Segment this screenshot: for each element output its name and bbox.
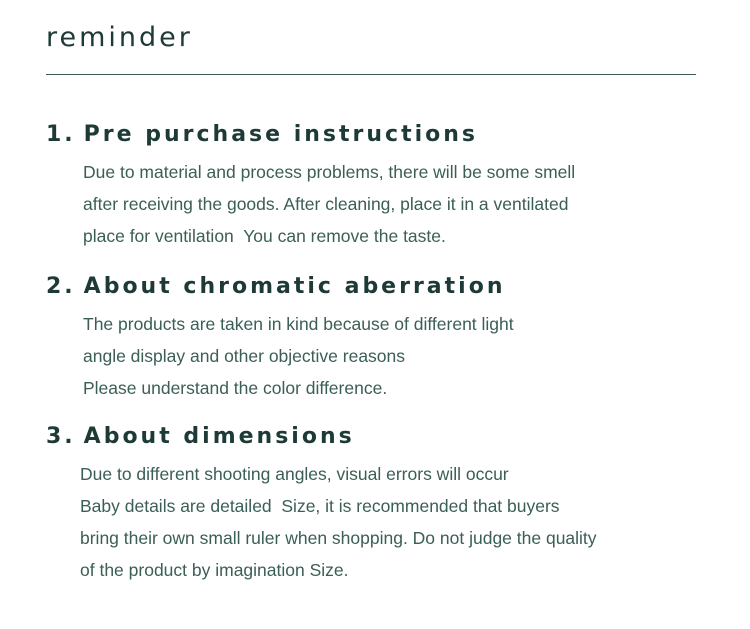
section-title: About chromatic aberration [83, 274, 506, 299]
body-line: of the product by imagination Size. [80, 560, 349, 580]
section-chromatic-aberration [46, 272, 736, 404]
section-pre-purchase [46, 120, 736, 252]
body-line: The products are taken in kind because of different light [83, 314, 514, 334]
body-line: Due to material and process problems, there will be some smell [83, 162, 576, 182]
section-number: 3. [46, 424, 76, 449]
body-line: angle display and other objective reasons [83, 346, 406, 366]
body-line: bring their own small ruler when shopping. Do not judge the quality [80, 528, 597, 548]
section-body [46, 458, 736, 586]
body-line: place for ventilation You can remove the taste. [83, 226, 446, 246]
section-heading [46, 422, 736, 452]
section-number: 2. [46, 274, 76, 299]
title-divider [46, 74, 696, 75]
body-line: Baby details are detailed Size, it is recommended that buyers [80, 496, 560, 516]
section-heading [46, 120, 736, 150]
section-title: About dimensions [83, 424, 355, 449]
body-line: Please understand the color difference. [83, 378, 388, 398]
body-line: after receiving the goods. After cleaning, place it in a ventilated [83, 194, 569, 214]
section-body [46, 156, 736, 252]
body-line: Due to different shooting angles, visual errors will occur [80, 464, 509, 484]
section-title: Pre purchase instructions [83, 122, 479, 147]
section-dimensions [46, 422, 736, 586]
section-heading [46, 272, 736, 302]
section-number: 1. [46, 122, 76, 147]
section-body [46, 308, 736, 404]
page-title: reminder [46, 22, 193, 53]
